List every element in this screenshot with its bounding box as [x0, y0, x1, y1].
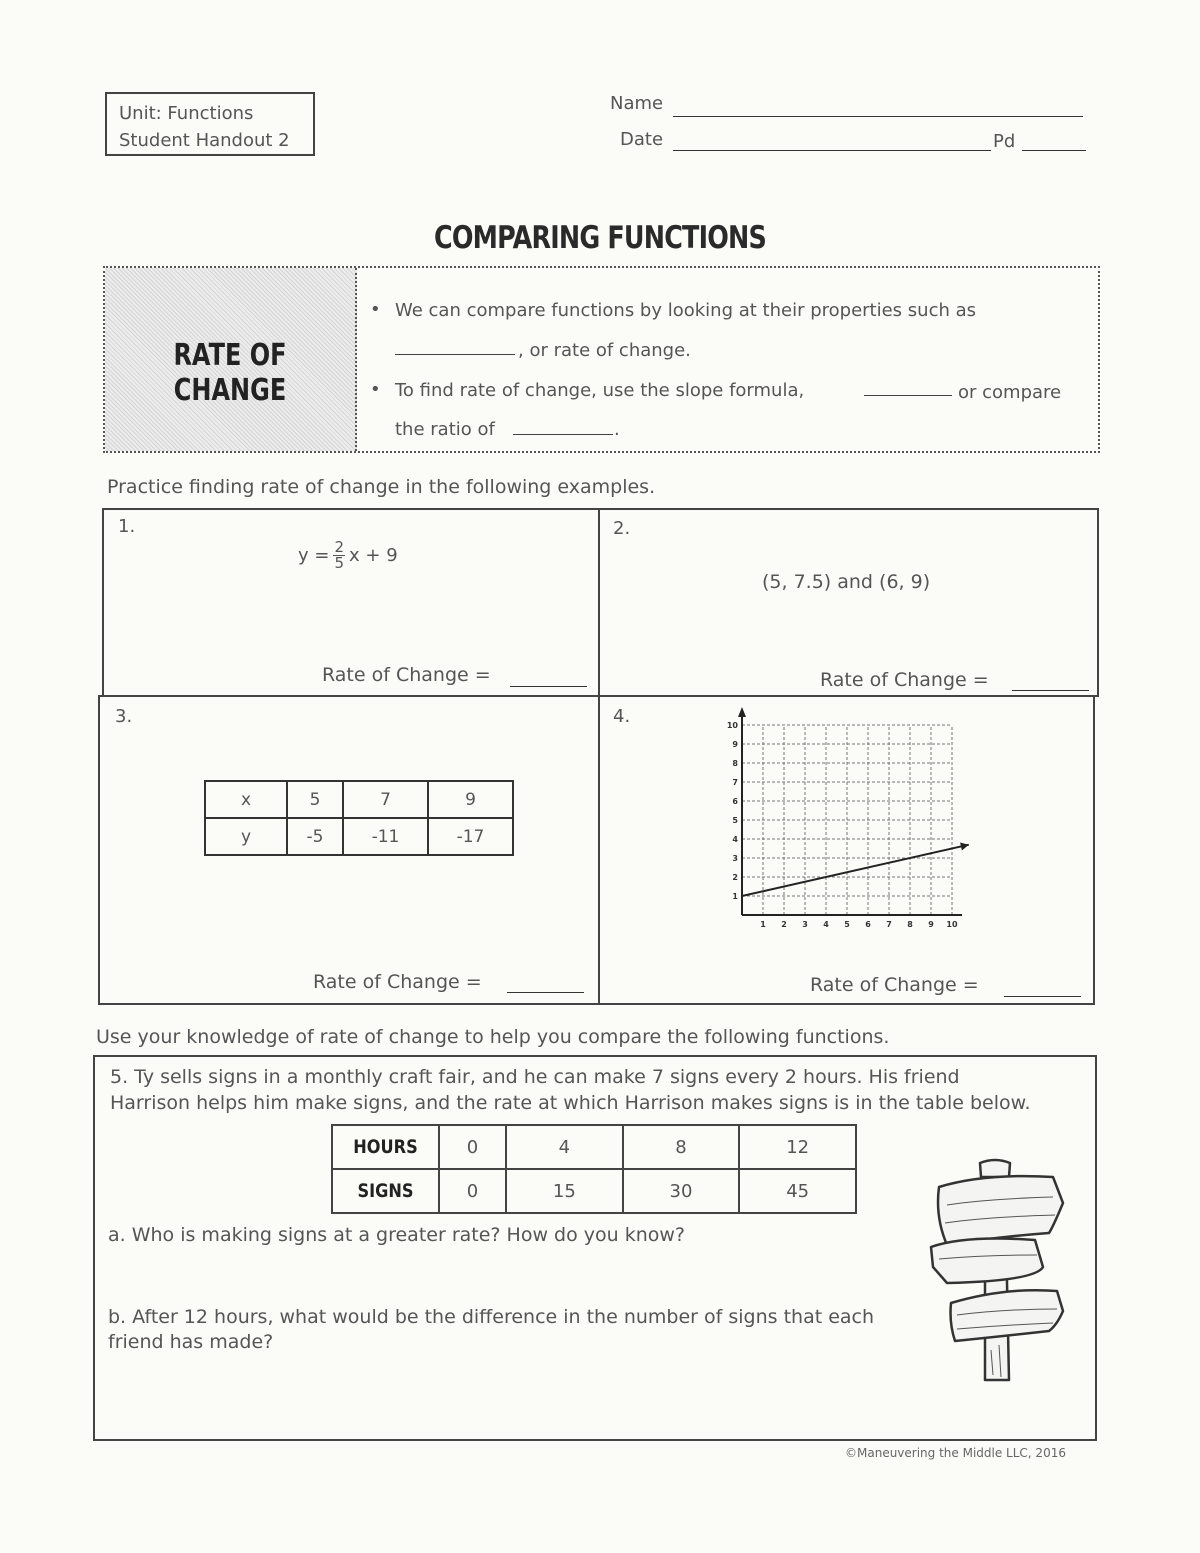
fraction-numerator: 2	[334, 538, 345, 556]
problem-number: 1.	[118, 516, 136, 537]
period-field[interactable]	[1022, 150, 1086, 151]
table-cell: -11	[343, 818, 428, 855]
equation-prefix: y =	[298, 545, 330, 566]
table-row	[205, 781, 513, 818]
problem-number: 4.	[613, 706, 631, 727]
hours-signs-table	[331, 1124, 857, 1214]
bullet1-text-a: We can compare functions by looking at their properties such as	[395, 300, 977, 321]
x-tick-label: 2	[781, 920, 787, 929]
table-cell: 12	[739, 1125, 856, 1169]
info-heading: RATE OF CHANGE	[173, 338, 287, 408]
question-b-line2: friend has made?	[108, 1331, 274, 1353]
date-label: Date	[620, 129, 664, 150]
x-tick-label: 1	[760, 920, 766, 929]
handout-line: Student Handout 2	[119, 130, 290, 151]
question-a: a. Who is making signs at a greater rate? How do you know?	[108, 1224, 685, 1246]
bullet-dot: •	[370, 299, 381, 320]
problem-number: 3.	[115, 706, 133, 727]
fraction-denominator: 5	[334, 554, 345, 572]
bullet2-text-b: or compare	[958, 382, 1062, 403]
table-header: SIGNS	[340, 1169, 431, 1213]
y-tick-label: 3	[732, 854, 738, 863]
problem-5-line1: 5. Ty sells signs in a monthly craft fair, and he can make 7 signs every 2 hours. His friend	[110, 1066, 960, 1088]
table-cell: 8	[623, 1125, 740, 1169]
table-cell: 30	[623, 1169, 740, 1213]
bullet-dot: •	[370, 379, 381, 400]
bullet2-text-c: the ratio of	[395, 419, 495, 440]
roc-answer-1[interactable]	[510, 686, 587, 687]
table-cell: 5	[287, 781, 343, 818]
table-cell: 7	[343, 781, 428, 818]
blank-slope-formula[interactable]	[864, 381, 952, 400]
graph-problem-4	[720, 700, 980, 955]
table-cell: 0	[439, 1125, 506, 1169]
compare-intro: Use your knowledge of rate of change to help you compare the following functions.	[96, 1026, 890, 1048]
bullet1-text-b: , or rate of change.	[518, 340, 691, 361]
name-field[interactable]	[673, 116, 1083, 117]
series-line	[742, 845, 969, 896]
unit-info-box	[105, 92, 315, 156]
xy-table	[204, 780, 514, 856]
roc-answer-2[interactable]	[1012, 690, 1089, 691]
table-header: HOURS	[340, 1125, 431, 1169]
problem-number: 2.	[613, 518, 631, 539]
equation-suffix: x + 9	[349, 545, 398, 566]
date-field[interactable]	[673, 150, 991, 151]
blank-ratio[interactable]	[513, 420, 613, 439]
x-tick-label: 10	[946, 920, 958, 929]
y-tick-label: 9	[732, 740, 738, 749]
roc-answer-3[interactable]	[507, 992, 584, 993]
y-tick-label: 2	[732, 873, 738, 882]
name-label: Name	[610, 93, 664, 114]
y-tick-label: 7	[732, 778, 738, 787]
roc-label: Rate of Change =	[810, 974, 979, 996]
page-title: COMPARING FUNCTIONS	[434, 220, 766, 256]
roc-answer-4[interactable]	[1004, 996, 1081, 997]
x-tick-label: 7	[886, 920, 892, 929]
question-b-line1: b. After 12 hours, what would be the difference in the number of signs that each	[108, 1306, 875, 1328]
x-tick-label: 3	[802, 920, 808, 929]
x-tick-label: 4	[823, 920, 829, 929]
problem-5-line2: Harrison helps him make signs, and the rate at which Harrison makes signs is in the table below.	[110, 1092, 1031, 1114]
y-tick-label: 6	[732, 797, 738, 806]
table-cell: 4	[506, 1125, 623, 1169]
table-cell: -17	[428, 818, 513, 855]
y-tick-label: 5	[732, 816, 738, 825]
y-tick-label: 4	[732, 835, 738, 844]
table-cell: x	[205, 781, 287, 818]
copyright: ©Maneuvering the Middle LLC, 2016	[845, 1446, 1066, 1460]
bullet2-text-d: .	[614, 419, 620, 440]
blank-properties[interactable]	[395, 340, 515, 359]
roc-label: Rate of Change =	[322, 664, 491, 686]
table-row	[205, 818, 513, 855]
signpost-illustration	[925, 1155, 1070, 1385]
points: (5, 7.5) and (6, 9)	[762, 571, 931, 593]
table-row	[332, 1169, 856, 1213]
bullet2-text-a: To find rate of change, use the slope formula,	[395, 380, 805, 401]
x-tick-label: 5	[844, 920, 850, 929]
fraction	[333, 540, 345, 571]
table-cell: 9	[428, 781, 513, 818]
x-tick-label: 6	[865, 920, 871, 929]
roc-label: Rate of Change =	[313, 971, 482, 993]
table-row	[332, 1125, 856, 1169]
roc-label: Rate of Change =	[820, 669, 989, 691]
unit-line: Unit: Functions	[119, 103, 254, 124]
y-tick-label: 1	[732, 892, 738, 901]
x-tick-label: 8	[907, 920, 913, 929]
x-tick-label: 9	[928, 920, 934, 929]
y-tick-label: 8	[732, 759, 738, 768]
table-cell: 15	[506, 1169, 623, 1213]
y-tick-label: 10	[726, 721, 738, 730]
period-label: Pd	[993, 131, 1016, 152]
series-arrow	[960, 842, 969, 850]
table-cell: -5	[287, 818, 343, 855]
table-cell: 0	[439, 1169, 506, 1213]
practice-intro: Practice finding rate of change in the following examples.	[107, 476, 656, 498]
equation	[298, 540, 398, 571]
y-axis-arrow	[738, 707, 746, 717]
table-cell: y	[205, 818, 287, 855]
table-cell: 45	[739, 1169, 856, 1213]
